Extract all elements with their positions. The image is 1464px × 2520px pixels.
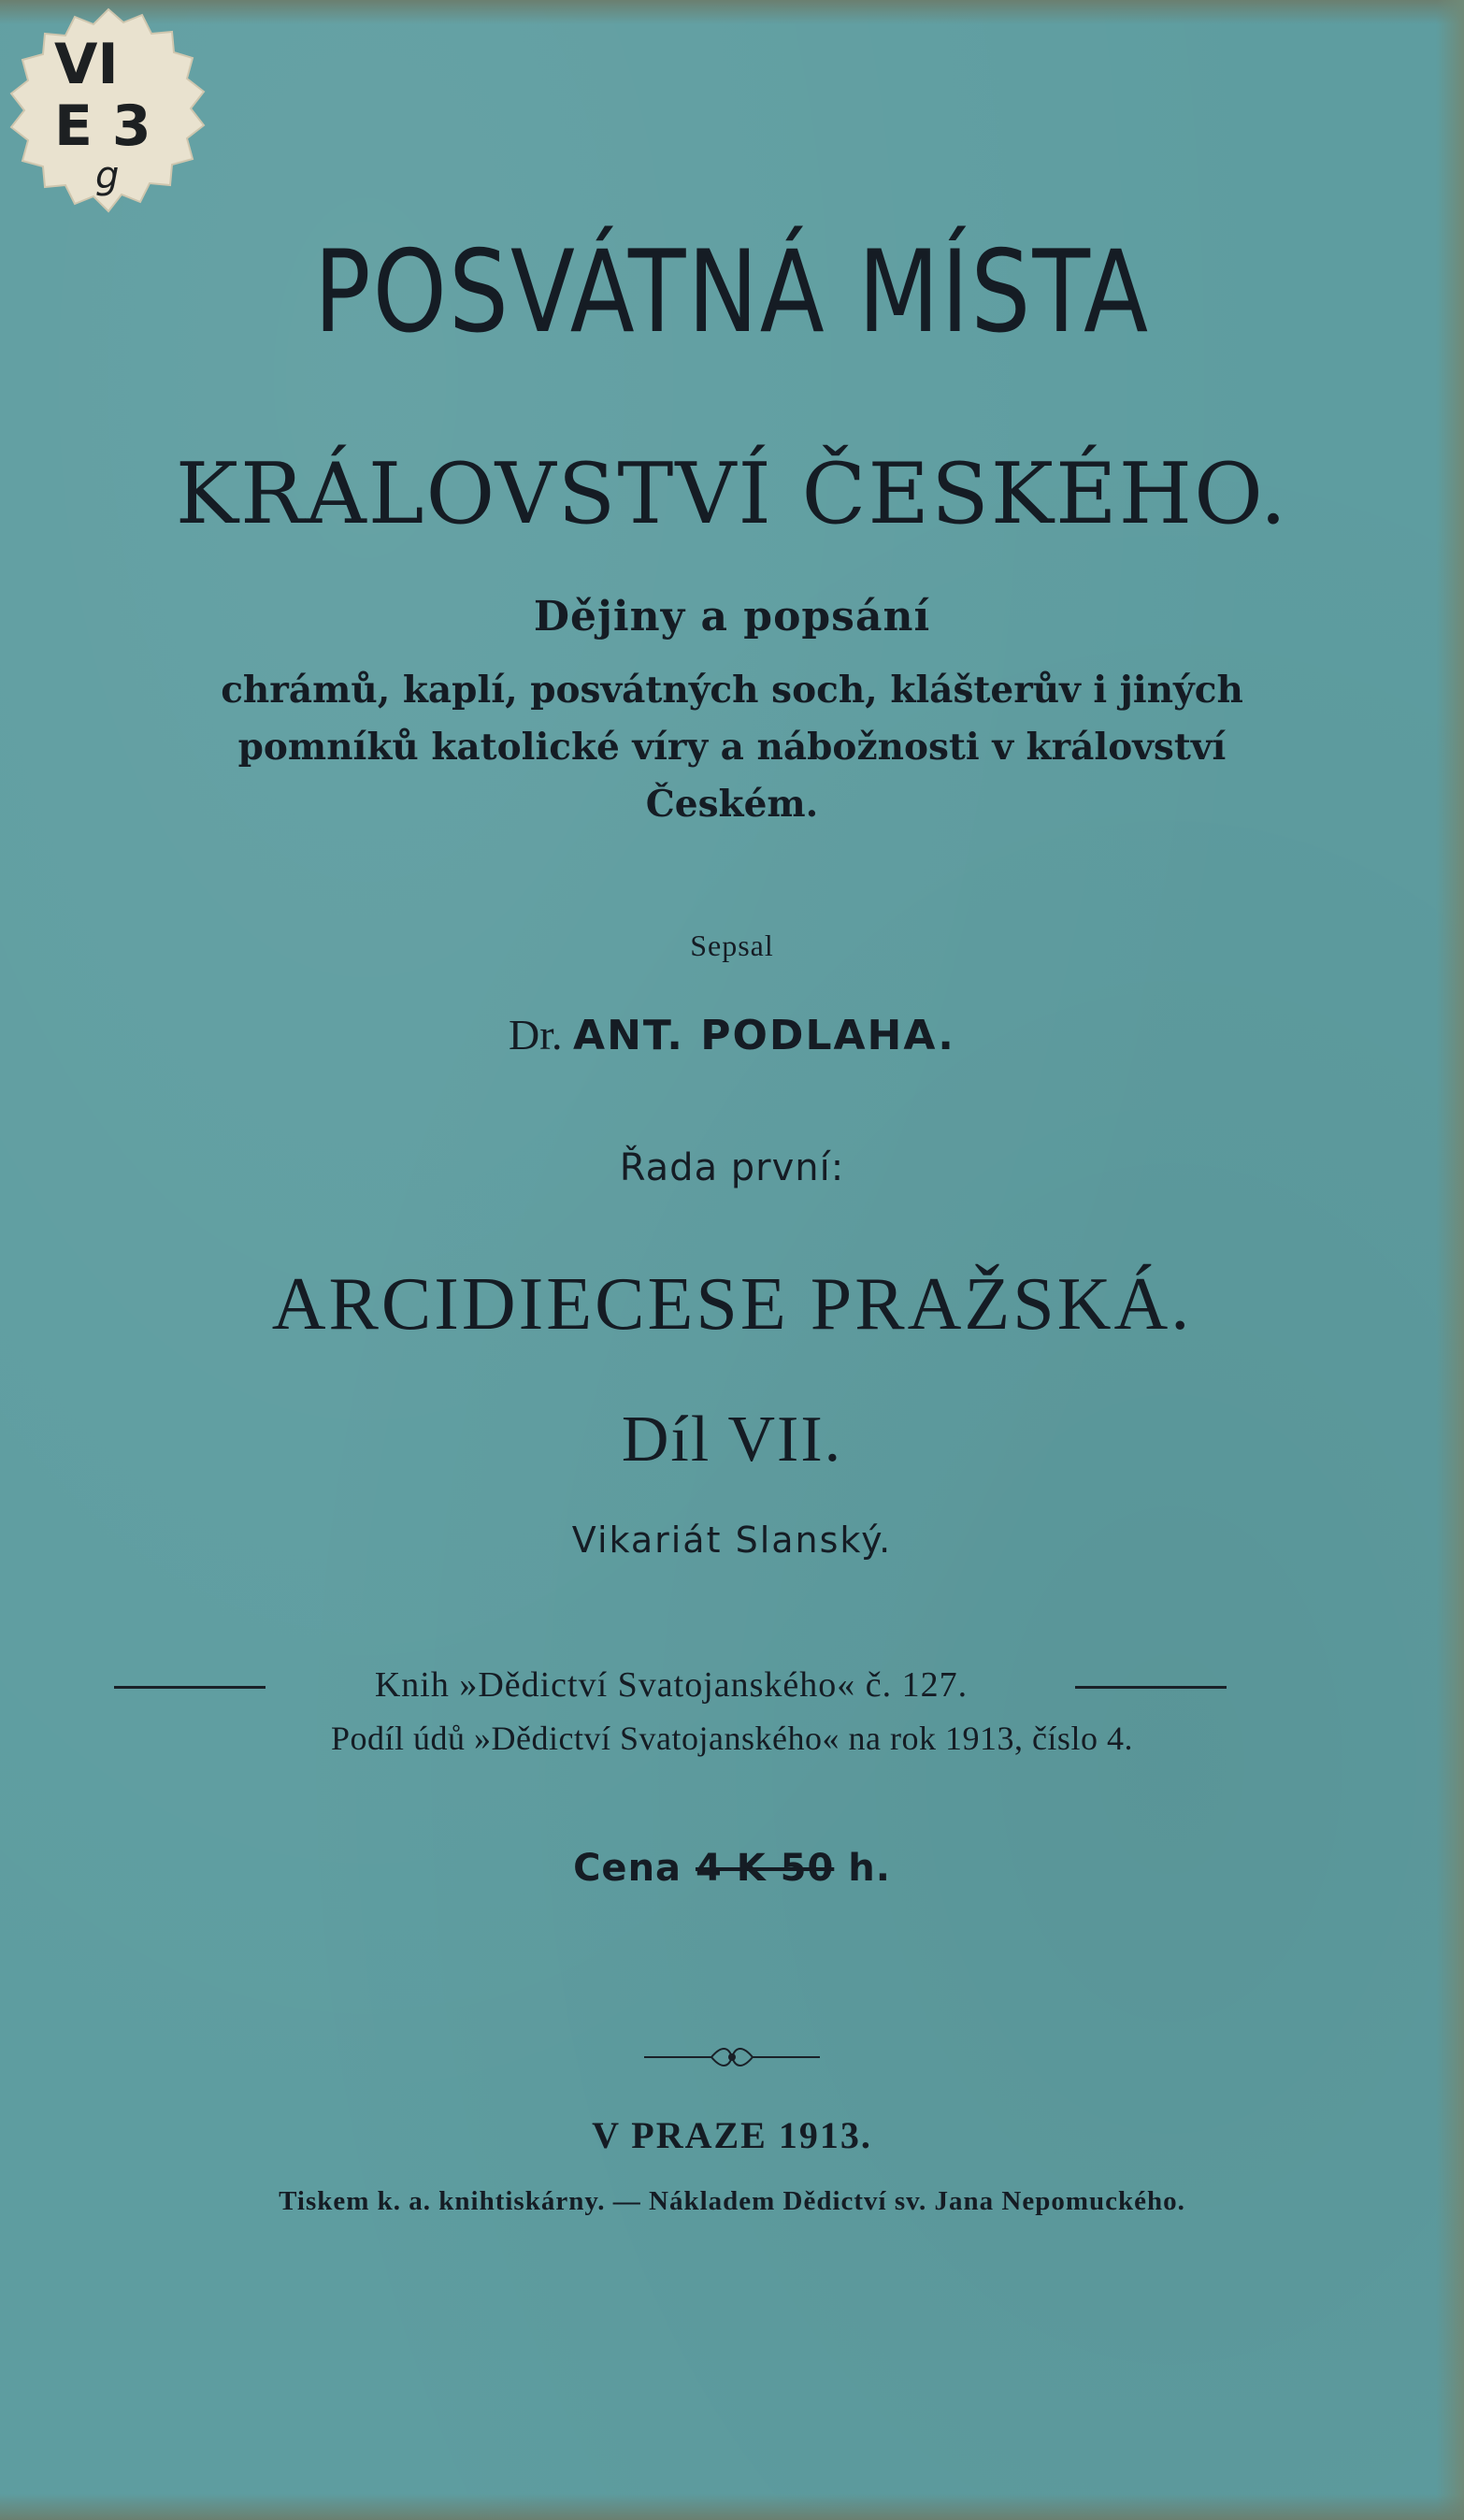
price-label: Cena — [573, 1847, 682, 1890]
title-line-2: KRÁLOVSTVÍ ČESKÉHO. — [175, 445, 1289, 543]
volume-number: Díl VII. — [621, 1404, 843, 1476]
series-note-row — [0, 1664, 1464, 1711]
shelfmark-line-1: VI — [54, 32, 119, 97]
ornament-divider — [639, 2038, 825, 2076]
shelfmark-line-3: g — [95, 154, 120, 197]
author — [0, 1010, 1464, 1059]
title-line-1: POSVÁTNÁ MÍSTA — [313, 226, 1151, 359]
left-rule — [114, 1686, 266, 1689]
shelfmark-line-2: E 3 — [54, 94, 151, 159]
author-prefix: Dr. — [509, 1011, 563, 1058]
subtitle: Dějiny a popsání — [533, 593, 931, 641]
printer-imprint: Tiskem k. a. knihtiskárny. — Nákladem Dědictví sv. Jana Nepomuckého. — [279, 2186, 1185, 2216]
author-name: ANT. PODLAHA. — [573, 1012, 955, 1059]
membership-note: Podíl údů »Dědictví Svatojanského« na rok 1913, číslo 4. — [331, 1720, 1133, 1757]
place-and-year: V PRAZE 1913. — [592, 2114, 872, 2156]
series-label: Řada první: — [619, 1146, 845, 1189]
description — [0, 662, 1464, 833]
description-line-1: chrámů, kaplí, posvátných soch, klášterův i jiných — [221, 669, 1243, 712]
price-struck-value: 4 K 50 — [695, 1847, 835, 1890]
price — [0, 1847, 1464, 1890]
vicariate: Vikariát Slanský. — [571, 1519, 893, 1561]
worn-top-edge — [0, 0, 1464, 24]
by-label: Sepsal — [690, 929, 774, 962]
diocese-heading: ARCIDIECESE PRAŽSKÁ. — [271, 1263, 1193, 1346]
shelfmark — [54, 32, 194, 197]
price-unit: h. — [848, 1847, 891, 1890]
series-note: Knih »Dědictví Svatojanského« č. 127. — [374, 1665, 969, 1705]
description-line-2: pomníků katolické víry a nábožnosti v království — [237, 726, 1227, 769]
worn-bottom-edge — [0, 2494, 1464, 2520]
right-rule — [1075, 1686, 1227, 1689]
description-line-3: Českém. — [645, 783, 819, 826]
